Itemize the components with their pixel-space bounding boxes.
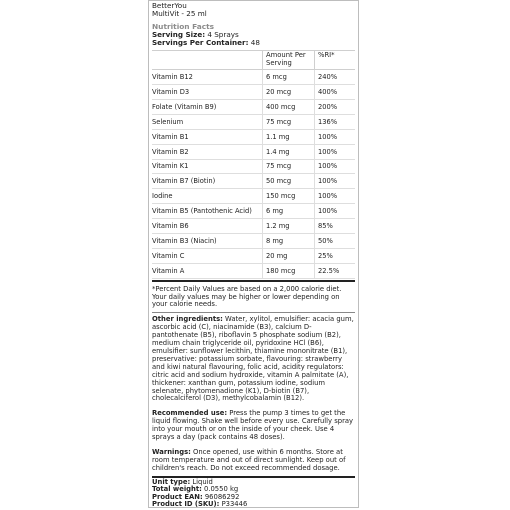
ingredients-block [152, 316, 355, 403]
nutrition-label-panel [148, 0, 359, 508]
nutrient-ri: 85% [318, 222, 333, 231]
nutrient-row [152, 70, 355, 85]
nutrient-row [152, 160, 355, 175]
nutrient-row [152, 85, 355, 100]
nutrient-row [152, 115, 355, 130]
rdi-footnote: *Percent Daily Values are based on a 2,000 calorie diet. Your daily values may be higher or lower depending on your calorie needs. [152, 284, 342, 309]
nutrient-name: Vitamin B7 (Biotin) [152, 174, 263, 188]
nutrient-ri: 100% [318, 162, 338, 171]
nutrient-name: Vitamin A [152, 264, 263, 278]
warnings-block [152, 449, 355, 473]
nutrient-name: Folate (Vitamin B9) [152, 100, 263, 114]
header-nutrient [152, 51, 263, 69]
usage-block [152, 410, 355, 442]
nutrient-name: Vitamin B1 [152, 130, 263, 144]
nutrient-amount: 20 mcg [263, 85, 315, 99]
header-ri: %RI* [318, 51, 335, 60]
usage-text: Press the pump 3 times to get the liquid flowing. Shake well before every use. Carefully spray into your mouth or on the inside of your cheek. Use 4 sprays a day (pack contains 48 doses). [152, 409, 354, 442]
nutrient-amount: 1.1 mg [263, 130, 315, 144]
nutrient-ri: 200% [318, 102, 338, 111]
servings-label: Servings Per Container: [152, 37, 249, 47]
product-details [152, 479, 355, 509]
nutrient-row [152, 130, 355, 145]
nutrient-name: Vitamin D3 [152, 85, 263, 99]
detail-label: Product EAN: [152, 492, 203, 501]
nutrient-ri: 400% [318, 88, 338, 97]
detail-value: Liquid [192, 477, 213, 486]
ingredients-text: Water, xylitol, emulsifier: acacia gum, ascorbic acid (C), niacinamide (B3), calcium D-pantothenate (B5), riboflavin 5 phosphate sodium (B2), medium chain triglyceride oil, pyridoxine HCl (B6), emulsifier: sunflower lecithin, thiamine mononitrate (B1), preservative: potassium sorbate, flavouring: strawberry and kiwi natural flavouring, folic acid, acidity regulators: citric acid and sodium hydroxide, vitamin A palmitate (A), thickener: xanthan gum, potassium iodine, sodium selenate, phytomenadione (K1), D-biotin (B7), cholecalciferol (D3), methylcobalamin (B12). [152, 315, 354, 403]
nutrient-name: Vitamin C [152, 249, 263, 263]
nutrient-name: Vitamin B5 (Pantothenic Acid) [152, 204, 263, 218]
nutrient-row [152, 174, 355, 189]
nutrition-facts-title: Nutrition Facts [152, 21, 215, 31]
detail-label: Unit type: [152, 477, 191, 486]
nutrient-row [152, 145, 355, 160]
nutrient-name: Vitamin B2 [152, 145, 263, 159]
nutrient-amount: 150 mcg [263, 189, 315, 203]
nutrient-row [152, 264, 355, 279]
nutrient-amount: 6 mg [263, 204, 315, 218]
nutrient-ri: 100% [318, 177, 338, 186]
nutrient-ri: 22.5% [318, 266, 340, 275]
nutrient-ri: 100% [318, 132, 338, 141]
nutrient-amount: 6 mcg [263, 70, 315, 84]
section-divider-thick [152, 280, 355, 282]
servings-value: 48 [250, 37, 260, 47]
nutrient-name: Vitamin B12 [152, 70, 263, 84]
serving-size-value: 4 Sprays [207, 29, 239, 39]
warnings-label: Warnings: [152, 447, 191, 456]
nutrient-row [152, 219, 355, 234]
detail-label: Product ID (SKU): [152, 500, 220, 509]
detail-value: 96086292 [204, 492, 240, 501]
product-name: MultiVit - 25 ml [152, 9, 207, 19]
nutrient-amount: 400 mcg [263, 100, 315, 114]
nutrient-ri: 100% [318, 207, 338, 216]
nutrient-amount: 75 mcg [263, 115, 315, 129]
nutrient-row [152, 189, 355, 204]
serving-size-label: Serving Size: [152, 29, 206, 39]
nutrient-ri: 240% [318, 73, 338, 82]
nutrient-amount: 1.2 mg [263, 219, 315, 233]
nutrient-name: Iodine [152, 189, 263, 203]
nutrient-ri: 100% [318, 192, 338, 201]
nutrient-amount: 180 mcg [263, 264, 315, 278]
usage-label: Recommended use: [152, 409, 228, 418]
nutrient-ri: 136% [318, 117, 338, 126]
ingredients-label: Other ingredients: [152, 315, 223, 324]
servings-per-container [152, 39, 355, 47]
nutrient-name: Vitamin B3 (Niacin) [152, 234, 263, 248]
nutrient-amount: 8 mg [263, 234, 315, 248]
nutrient-row [152, 100, 355, 115]
nutrition-table-header [152, 51, 355, 70]
nutrient-name: Selenium [152, 115, 263, 129]
nutrient-row [152, 249, 355, 264]
nutrient-name: Vitamin K1 [152, 160, 263, 174]
nutrient-name: Vitamin B6 [152, 219, 263, 233]
detail-label: Total weight: [152, 485, 202, 494]
nutrient-ri: 100% [318, 147, 338, 156]
nutrient-ri: 25% [318, 251, 333, 260]
header-amount: Amount Per Serving [263, 51, 315, 69]
nutrient-row [152, 204, 355, 219]
detail-line [152, 501, 355, 509]
brand-name: BetterYou [152, 1, 187, 10]
section-divider [152, 312, 355, 313]
nutrient-amount: 20 mg [263, 249, 315, 263]
nutrient-amount: 50 mcg [263, 174, 315, 188]
nutrition-table [152, 50, 355, 278]
nutrient-ri: 50% [318, 236, 333, 245]
nutrition-rows [152, 70, 355, 278]
detail-value: 0.0550 kg [204, 485, 239, 494]
nutrient-amount: 1.4 mg [263, 145, 315, 159]
nutrient-amount: 75 mcg [263, 160, 315, 174]
detail-value: P33446 [221, 500, 248, 509]
nutrient-row [152, 234, 355, 249]
warnings-text: Once opened, use within 6 months. Store at room temperature and out of direct sunlight. Keep out of children's reach. Do not exceed recommended dosage. [152, 447, 346, 472]
